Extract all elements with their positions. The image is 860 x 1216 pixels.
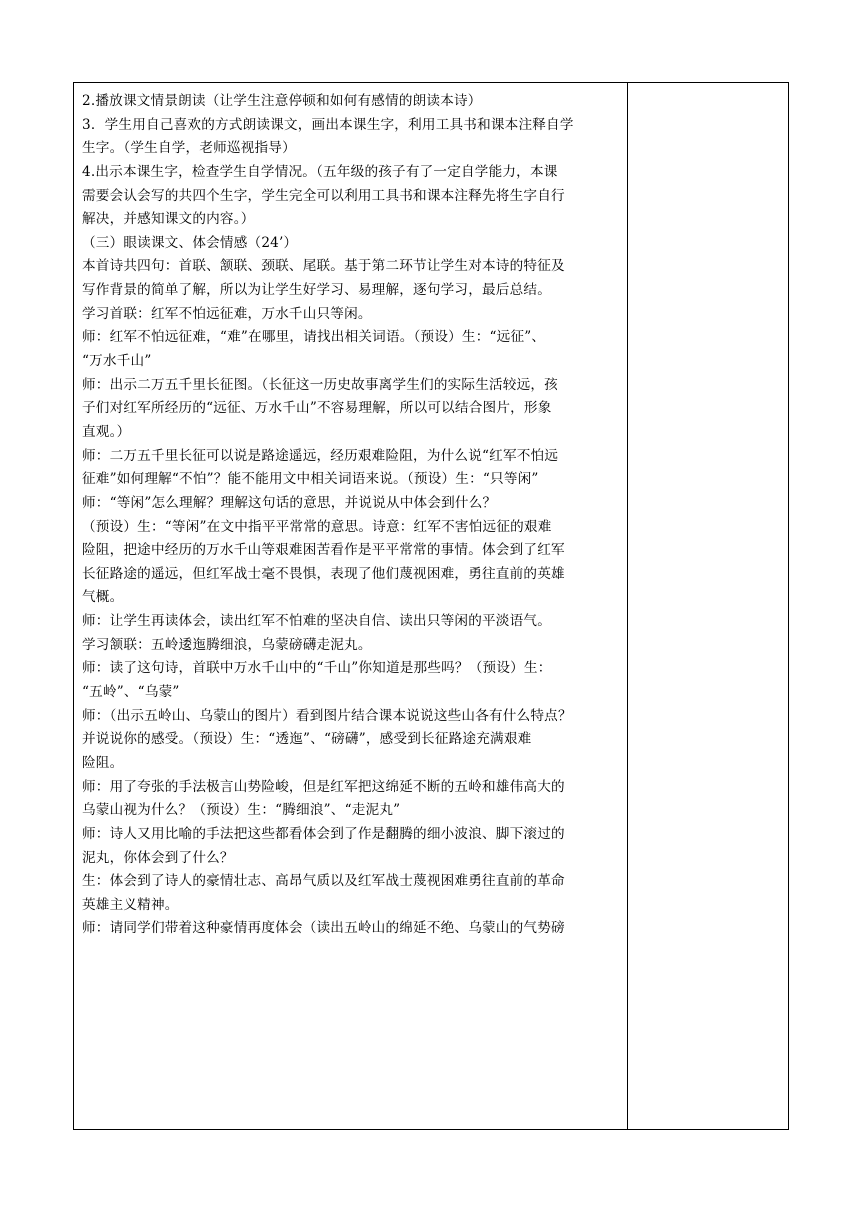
text-line: 2.播放课文情景朗读（让学生注意停顿和如何有感情的朗读本诗） [82, 93, 482, 109]
text-line: 本首诗共四句：首联、颔联、颈联、尾联。基于第二环节让学生对本诗的特征及 [82, 258, 565, 275]
text-line: 长征路途的遥远，但红军战士毫不畏惧，表现了他们蔑视困难，勇往直前的英雄 [82, 565, 565, 582]
text-line: 直观。） [82, 423, 131, 440]
text-line: 写作背景的简单了解，所以为让学生好学习、易理解，逐句学习，最后总结。 [82, 282, 551, 299]
text-line: 师：请同学们带着这种豪情再度体会（读出五岭山的绵延不绝、乌蒙山的气势磅 [82, 920, 565, 937]
text-line: 师：红军不怕远征难，“难”在哪里，请找出相关词语。（预设）生：“远征”、 [82, 329, 546, 346]
text-line: 师：让学生再读体会，读出红军不怕难的坚决自信、读出只等闲的平淡语气。 [82, 613, 551, 630]
text-line: （预设）生：“等闲”在文中指平平常常的意思。诗意：红军不害怕远征的艰难 [82, 518, 552, 535]
text-line: 英雄主义精神。 [82, 896, 179, 913]
text-line: 师：“等闲”怎么理解？理解这句话的意思，并说说从中体会到什么？ [82, 494, 497, 511]
text-line: 3．学生用自己喜欢的方式朗读课文，画出本课生字，利用工具书和课本注释自学 [82, 116, 574, 133]
text-line: 师：二万五千里长征可以说是路途遥远，经历艰难险阻，为什么说“红军不怕远 [82, 447, 559, 464]
text-line: “万水千山” [82, 353, 152, 370]
text-line: 生：体会到了诗人的豪情壮志、高昂气质以及红军战士蔑视困难勇往直前的革命 [82, 873, 565, 890]
text-line: 气概。 [82, 589, 124, 606]
text-line: 师：用了夸张的手法极言山势险峻，但是红军把这绵延不断的五岭和雄伟高大的 [82, 778, 565, 795]
text-line: 解决，并感知课文的内容。） [82, 211, 255, 228]
text-line: 险阻。 [82, 754, 124, 771]
text-line: 师：出示二万五千里长征图。（长征这一历史故事离学生们的实际生活较远，孩 [82, 376, 558, 393]
text-line: 师：（出示五岭山、乌蒙山的图片）看到图片结合课本说说这些山各有什么特点？ [82, 707, 572, 724]
text-line: 师：诗人又用比喻的手法把这些都看体会到了作是翻腾的细小波浪、脚下滚过的 [82, 825, 565, 842]
text-line: 学习颔联：五岭逶迤腾细浪，乌蒙磅礴走泥丸。 [82, 636, 372, 653]
text-line: 师：读了这句诗，首联中万水千山中的“千山”你知道是那些吗？（预设）生： [82, 660, 552, 677]
lesson-plan-table [73, 82, 789, 1130]
text-line: 泥丸，你体会到了什么？ [82, 849, 234, 866]
text-line: （三）眼读课文、体会情感（24’） [82, 234, 298, 251]
text-line: 并说说你的感受。（预设）生：“透迤”、“磅礴”，感受到长征路途充满艰难 [82, 731, 532, 748]
text-line: 子们对红军所经历的“远征、万水千山”不容易理解，所以可以结合图片，形象 [82, 400, 552, 417]
text-line: 需要会认会写的共四个生字，学生完全可以利用工具书和课本注释先将生字自行 [82, 187, 565, 204]
text-line: 乌蒙山视为什么？（预设）生：“腾细浪”、“走泥丸” [82, 802, 401, 819]
text-line: 征难”如何理解“不怕”？能不能用文中相关词语来说。（预设）生：“只等闲” [82, 471, 539, 488]
text-line: 险阻，把途中经历的万水千山等艰难困苦看作是平平常常的事情。体会到了红军 [82, 542, 565, 559]
text-line: 生字。（学生自学，老师巡视指导） [82, 140, 296, 157]
text-line: 4.出示本课生字，检查学生自学情况。（五年级的孩子有了一定自学能力，本课 [82, 163, 558, 180]
lesson-content-cell [82, 90, 622, 941]
notes-cell [628, 83, 788, 1129]
text-line: “五岭”、“乌蒙” [82, 684, 180, 701]
text-line: 学习首联：红军不怕远征难，万水千山只等闲。 [82, 305, 372, 322]
